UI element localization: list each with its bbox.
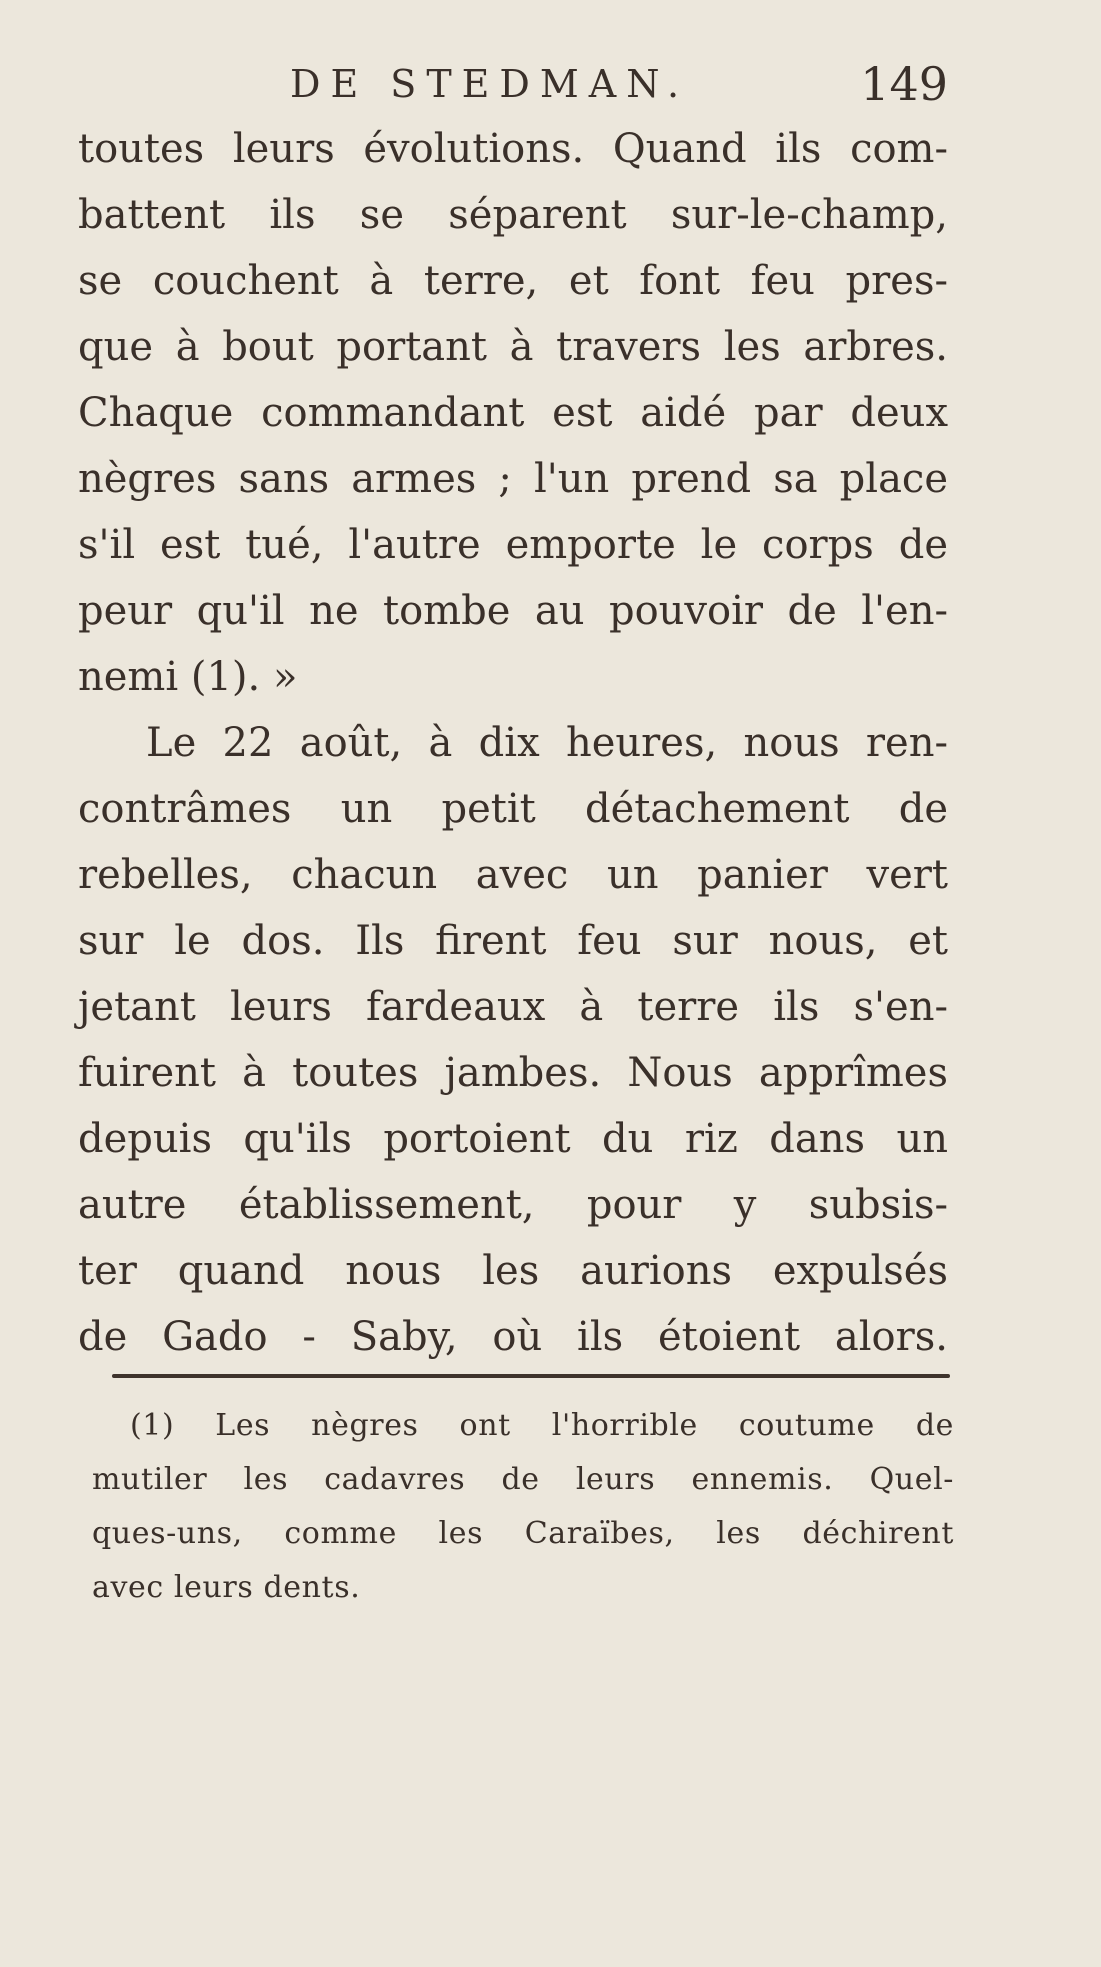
body-line: nemi (1). » [78,654,298,700]
body-line: ter quand nous les aurions expulsés [78,1248,948,1294]
footnote-line: (1) Les nègres ont l'horrible coutume de [130,1408,954,1443]
body-line: autre établissement, pour y subsis- [78,1182,948,1228]
body-line: jetant leurs fardeaux à terre ils s'en- [78,984,948,1030]
body-line: sur le dos. Ils firent feu sur nous, et [78,918,948,964]
footnote-line: ques-uns, comme les Caraïbes, les déchirent [92,1516,954,1551]
running-title: DE STEDMAN. [290,62,690,106]
page-number: 149 [860,57,948,111]
footnote-line: avec leurs dents. [92,1570,361,1605]
body-line: Le 22 août, à dix heures, nous ren- [146,720,948,766]
body-line: fuirent à toutes jambes. Nous apprîmes [78,1050,948,1096]
body-line: battent ils se séparent sur-le-champ, [78,192,948,238]
body-line: Chaque commandant est aidé par deux [78,390,948,436]
body-line: rebelles, chacun avec un panier vert [78,852,948,898]
body-line: que à bout portant à travers les arbres. [78,324,948,370]
body-line: de Gado - Saby, où ils étoient alors. [78,1314,948,1360]
page-header [78,52,948,116]
body-line: s'il est tué, l'autre emporte le corps de [78,522,948,568]
footnote-rule [112,1374,950,1378]
body-line: depuis qu'ils portoient du riz dans un [78,1116,948,1162]
footnote-line: mutiler les cadavres de leurs ennemis. Quel- [92,1462,954,1497]
body-line: nègres sans armes ; l'un prend sa place [78,456,948,502]
body-line: toutes leurs évolutions. Quand ils com- [78,126,948,172]
body-line: contrâmes un petit détachement de [78,786,948,832]
body-line: se couchent à terre, et font feu pres- [78,258,948,304]
body-line: peur qu'il ne tombe au pouvoir de l'en- [78,588,948,634]
